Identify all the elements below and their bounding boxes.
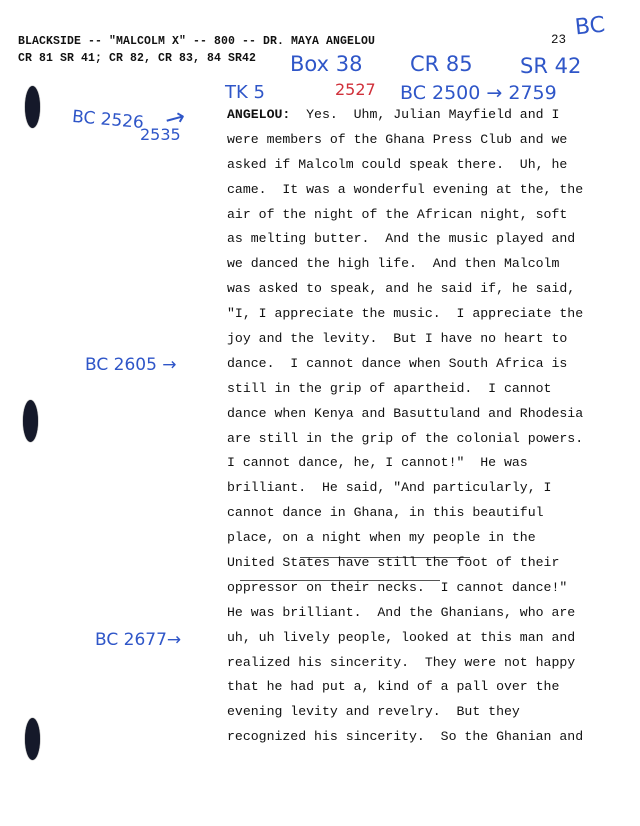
transcript-line: realized his sincerity. They were not happy [227,654,576,670]
margin-note-bc-2526: BC 2526 [71,106,145,134]
transcript-line: "I, I appreciate the music. I appreciate the [227,306,584,322]
transcript-line: United States have still the foot of their [227,555,560,571]
transcript-line: place, on a night when my people in the [227,530,536,546]
transcript-line: as melting butter. And the music played and [227,231,576,247]
margin-note-bc-2605: BC 2605 → [85,355,177,375]
transcript-line: uh, uh lively people, looked at this man and [227,629,576,645]
binder-hole-bottom [25,718,40,760]
handwritten-tk-number: TK 5 [225,82,265,103]
transcript-line: brilliant. He said, "And particularly, I [227,480,552,496]
handwritten-bc-corner: BC [573,12,607,41]
margin-note-bc-2677: BC 2677→ [95,630,182,650]
transcript-line: recognized his sincerity. So the Ghanian and [227,729,584,745]
transcript-line: He was brilliant. And the Ghanians, who are [227,604,576,620]
transcript-line: oppressor on their necks. I cannot dance!" [227,579,568,595]
transcript-line: joy and the levity. But I have no heart to [227,331,568,347]
transcript-line: we danced the high life. And then Malcolm [227,256,560,272]
handwritten-cr-number: CR 85 [410,52,473,76]
transcript-line: was asked to speak, and he said if, he said, [227,281,576,297]
transcript-line: came. It was a wonderful evening at the, the [227,181,584,197]
handwritten-bc-range: BC 2500 → 2759 [400,82,557,104]
binder-hole-top [25,86,40,128]
transcript-line: ANGELOU: Yes. Uhm, Julian Mayfield and I [227,107,560,122]
transcript-line: dance when Kenya and Basuttuland and Rhodesia [227,405,584,421]
margin-arrow-icon: → [161,101,189,135]
transcript-line: still in the grip of apartheid. I cannot [227,380,552,396]
transcript-line: were members of the Ghana Press Club and we [227,131,568,147]
speaker-label: ANGELOU: [227,107,291,122]
binder-hole-middle [23,400,38,442]
transcript-line: air of the night of the African night, soft [227,206,568,222]
handwritten-sr-number: SR 42 [520,54,582,78]
transcript-line: evening levity and revelry. But they [227,704,520,720]
document-header-line-1: BLACKSIDE -- "MALCOLM X" -- 800 -- DR. MAYA ANGELOU [18,35,376,48]
transcript-line: cannot dance in Ghana, in this beautiful [227,505,544,521]
transcript-line: asked if Malcolm could speak there. Uh, he [227,156,568,172]
transcript-line: I cannot dance, he, I cannot!" He was [227,455,528,471]
transcript-line: that he had put a, kind of a pall over the [227,679,560,695]
transcript-line: are still in the grip of the colonial powers. [227,430,584,446]
transcript-line: dance. I cannot dance when South Africa is [227,355,568,371]
handwritten-box-number: Box 38 [290,52,363,76]
page-number: 23 [551,33,567,47]
document-header-line-2: CR 81 SR 41; CR 82, CR 83, 84 SR42 [18,52,257,65]
handwritten-red-number: 2527 [335,80,376,99]
transcript-body [227,103,627,750]
margin-note-2535: 2535 [140,125,181,144]
